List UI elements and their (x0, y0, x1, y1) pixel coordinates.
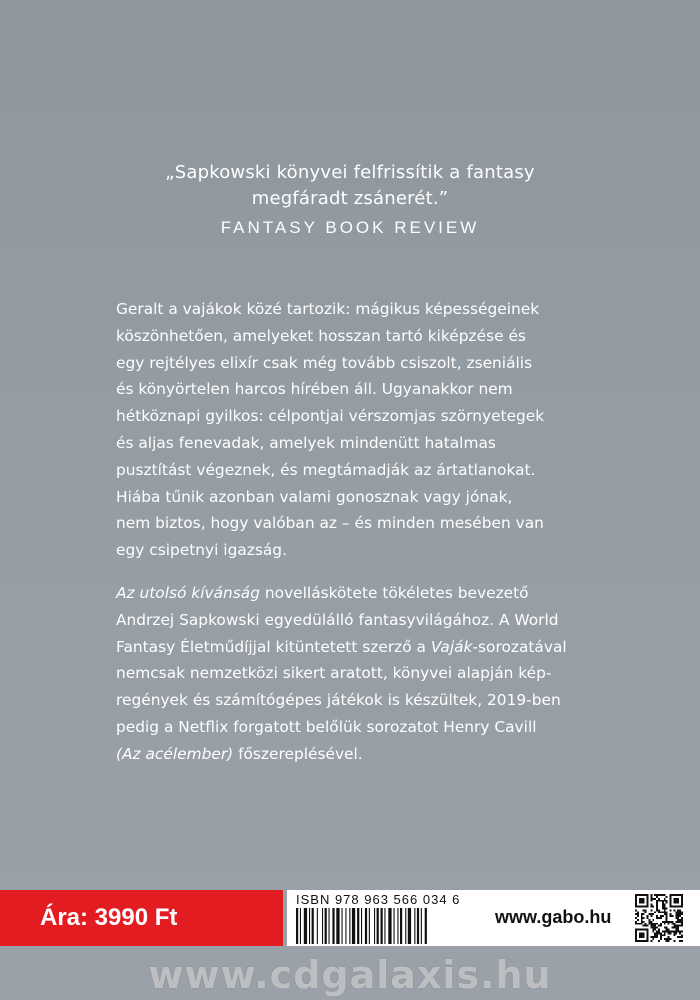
text-line: és aljas fenevadak, amelyek mindenütt hatalmas (116, 433, 496, 452)
text-line: Geralt a vajákok közé tartozik: mágikus képességeinek (116, 300, 540, 318)
text-line: hétköznapi gyilkos: célpontjai vérszomjas szörnyetegek (116, 407, 545, 426)
text-fragment: Fantasy Életműdíjjal kitüntetett szerző a (116, 637, 431, 656)
film-title-italic: (Az acélember) (116, 744, 234, 763)
text-line: nemcsak nemzetközi sikert aratott, könyvei alapján kép- (116, 664, 552, 683)
qr-code-icon (635, 894, 683, 942)
publisher-website: www.gabo.hu (495, 907, 612, 927)
quote-source: FANTASY BOOK REVIEW (220, 218, 480, 237)
text-line: Hiába tűnik azonban valami gonosznak vagy jónak, (116, 487, 513, 506)
barcode-icon (296, 908, 476, 944)
text-line (116, 741, 584, 768)
text-line: regények és számítógépes játékok is készültek, 2019-ben (116, 691, 561, 710)
text-line: egy csipetnyi igazság. (116, 541, 287, 560)
synopsis-paragraph-2 (116, 580, 584, 768)
price-bar (0, 890, 283, 946)
text-line (116, 634, 584, 661)
price-label: Ára: 3990 Ft (40, 904, 178, 931)
watermark: www.cdgalaxis.hu (148, 953, 552, 997)
text-line: egy rejtélyes elixír csak még tovább csiszolt, zseniális (116, 353, 533, 372)
text-line: köszönhetően, amelyeket hosszan tartó kiképzése és (116, 326, 526, 345)
text-line: pusztítást végeznek, és megtámadják az ártatlanokat. (116, 460, 536, 479)
text-line: Andrzej Sapkowski egyedülálló fantasyvilágához. A World (116, 610, 559, 629)
text-fragment: főszereplésével. (233, 744, 363, 763)
text-line: és könyörtelen harcos hírében áll. Ugyanakkor nem (116, 380, 513, 399)
quote-line: megfáradt zsánerét.” (251, 188, 449, 209)
text-fragment: -sorozatával (472, 637, 567, 656)
barcode-panel (287, 890, 700, 946)
synopsis-paragraph-1 (116, 296, 584, 564)
review-quote (130, 160, 570, 212)
text-line: nem biztos, hogy valóban az – és minden mesében van (116, 514, 544, 533)
quote-line: „Sapkowski könyvei felfrissítik a fantasy (165, 162, 535, 183)
text-fragment: novelláskötete tökéletes bevezető (260, 584, 529, 602)
series-title-italic: Vaják (430, 637, 473, 656)
text-line: pedig a Netflix forgatott belőlük sorozatot Henry Cavill (116, 717, 537, 736)
isbn-label: ISBN 978 963 566 034 6 (296, 892, 461, 907)
text-line (116, 580, 584, 607)
book-title-italic: Az utolsó kívánság (116, 584, 261, 602)
